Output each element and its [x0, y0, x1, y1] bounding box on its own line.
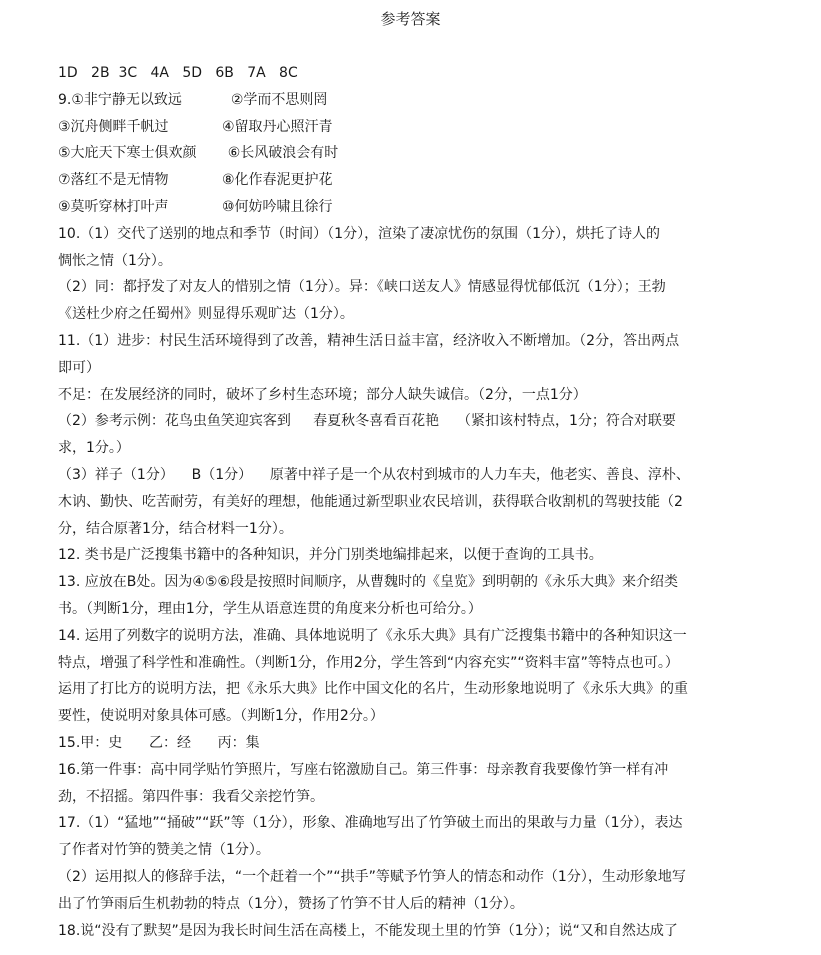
- answer-line: 10.（1）交代了送别的地点和季节（时间）（1分），渲染了凄凉忧伤的氛围（1分），烘托了诗人的: [58, 225, 660, 242]
- answer-line: 要性，使说明对象具体可感。（判断1分，作用2分。）: [58, 708, 384, 725]
- answer-line: ⑨莫听穿林打叶声 ⑩何妨吟啸且徐行: [58, 198, 333, 215]
- answer-line: 《送杜少府之任蜀州》则显得乐观旷达（1分）。: [58, 306, 354, 323]
- answer-line: 劲，不招摇。第四件事：我看父亲挖竹笋。: [58, 788, 324, 805]
- answer-line: （3）祥子（1分） B（1分） 原著中祥子是一个从农村到城市的人力车夫，他老实、善良、淳朴、: [58, 466, 690, 483]
- answer-line: ③沉舟侧畔千帆过 ④留取丹心照汗青: [58, 118, 333, 135]
- answer-line: 1D 2B 3C 4A 5D 6B 7A 8C: [58, 65, 298, 81]
- answer-line: （2）同：都抒发了对友人的惜别之情（1分）。异：《峡口送友人》情感显得忧郁低沉（1分）；王勃: [58, 279, 666, 296]
- answer-line: 即可）: [58, 359, 100, 376]
- answer-line: ⑤大庇天下寒士俱欢颜 ⑥长风破浪会有时: [58, 145, 339, 162]
- answer-line: 出了竹笋雨后生机勃勃的特点（1分），赞扬了竹笋不甘人后的精神（1分）。: [58, 895, 524, 912]
- answer-line: 11.（1）进步：村民生活环境得到了改善，精神生活日益丰富，经济收入不断增加。（2分，答出两点: [58, 332, 680, 349]
- answer-line: 了作者对竹笋的赞美之情（1分）。: [58, 842, 270, 859]
- answer-line: 惆怅之情（1分）。: [58, 252, 172, 269]
- answer-line: 运用了打比方的说明方法，把《永乐大典》比作中国文化的名片，生动形象地说明了《永乐大典》的重: [58, 681, 688, 698]
- answer-line: 不足：在发展经济的同时，破坏了乡村生态环境；部分人缺失诚信。（2分，一点1分）: [58, 386, 587, 403]
- answer-line: （2）运用拟人的修辞手法，“一个赶着一个”“拱手”等赋予竹笋人的情态和动作（1分），生动形象地写: [58, 868, 686, 885]
- answer-line: 求，1分。）: [58, 440, 130, 457]
- answer-line: 书。（判断1分，理由1分，学生从语意连贯的角度来分析也可给分。）: [58, 600, 482, 617]
- answer-line: 14. 运用了列数字的说明方法，准确、具体地说明了《永乐大典》具有广泛搜集书籍中的各种知识这一: [58, 627, 687, 644]
- answer-text: [58, 60, 748, 944]
- answer-line: （2）参考示例：花鸟虫鱼笑迎宾客到 春夏秋冬喜看百花艳 （紧扣该村特点，1分；符合对联要: [58, 413, 676, 430]
- answer-line: 分，结合原著1分，结合材料一1分）。: [58, 520, 293, 537]
- answer-line: 18.说“没有了默契”是因为我长时间生活在高楼上，不能发现土里的竹笋（1分）；说“又和自然达成了: [58, 922, 678, 939]
- answer-line: 16.第一件事：高中同学贴竹笋照片，写座右铭激励自己。第三件事：母亲教育我要像竹笋一样有冲: [58, 761, 669, 778]
- answer-line: 13. 应放在B处。因为④⑤⑥段是按照时间顺序，从曹魏时的《皇览》到明朝的《永乐大典》来介绍类: [58, 574, 678, 591]
- answer-line: 特点，增强了科学性和准确性。（判断1分，作用2分，学生答到“内容充实”“资料丰富”等特点也可。）: [58, 654, 679, 671]
- answer-line: 木讷、勤快、吃苦耐劳，有美好的理想，他能通过新型职业农民培训，获得联合收割机的驾驶技能（2: [58, 493, 683, 510]
- answer-line: 15.甲：史 乙：经 丙：集: [58, 734, 260, 751]
- answer-line: ⑦落红不是无情物 ⑧化作春泥更护花: [58, 172, 333, 189]
- answer-line: 12. 类书是广泛搜集书籍中的各种知识，并分门别类地编排起来，以便于查询的工具书。: [58, 547, 603, 564]
- answer-line: 9.①非宁静无以致远 ②学而不思则罔: [58, 91, 328, 108]
- page-title: 参考答案: [380, 10, 441, 28]
- answer-line: 17.（1）“猛地”“捅破”“跃”等（1分），形象、准确地写出了竹笋破土而出的果敢与力量（1分），表达: [58, 815, 683, 832]
